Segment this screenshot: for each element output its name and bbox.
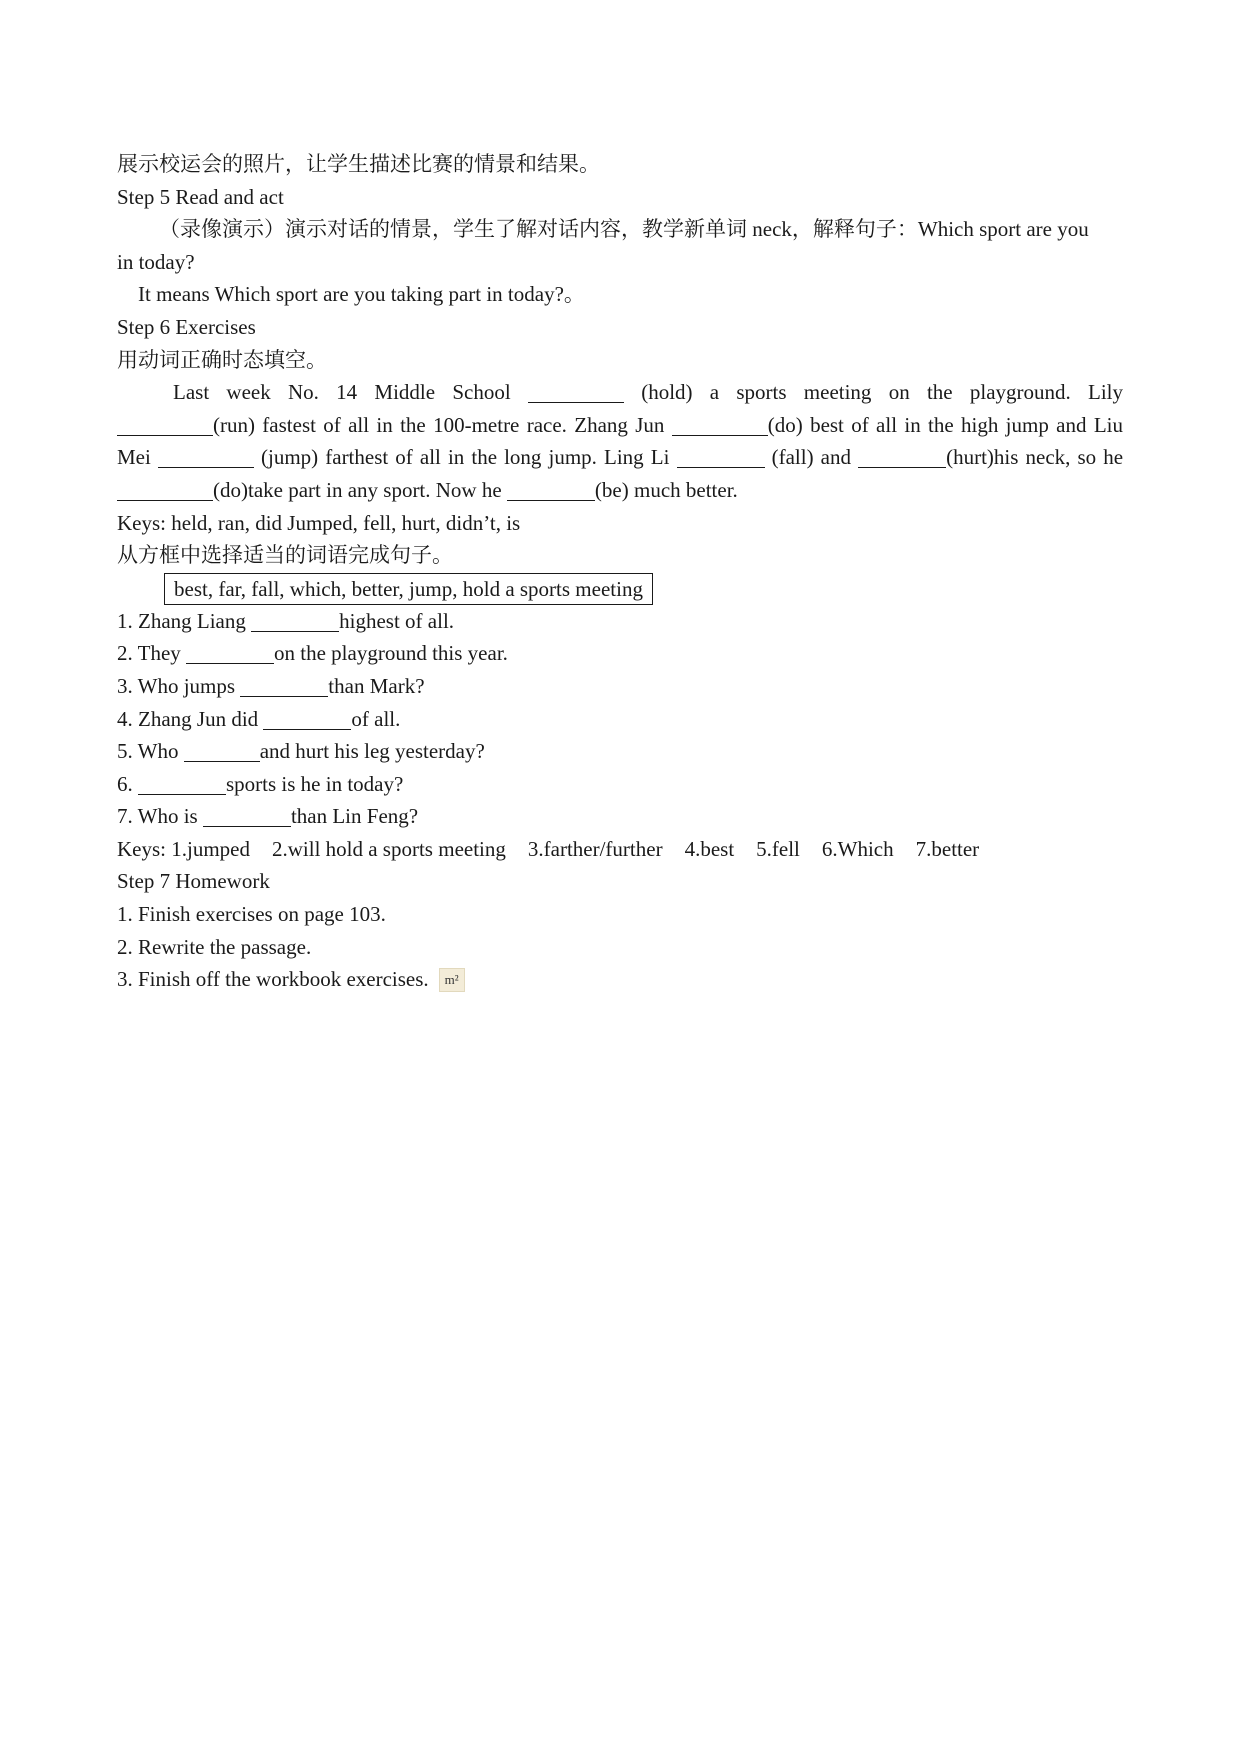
document-page <box>117 148 1123 996</box>
answer-blank[interactable] <box>117 479 213 501</box>
answer-blank[interactable] <box>117 414 213 436</box>
answer-blank[interactable] <box>677 446 765 468</box>
exercise1-passage: Last week No. 14 Middle School (hold) a sports meeting on the playground. Lily (run) fastest of all in the 100-metre race. Zhang Jun (do) best of all in the high jump and Liu Mei (jump) farthest of all in the long jump. Ling Li (fall) and (hurt)his neck, so he (do)take part in any sport. Now he (be) much better. <box>117 380 1124 502</box>
answer-blank[interactable] <box>186 642 274 664</box>
step5-heading: Step 5 Read and act <box>117 184 284 209</box>
exercise1-instruction: 用动词正确时态填空。 <box>117 347 327 372</box>
answer-blank[interactable] <box>858 446 946 468</box>
sentence-item: 5. Who and hurt his leg yesterday? <box>117 739 485 764</box>
answer-blank[interactable] <box>528 381 624 403</box>
homework-item: 2. Rewrite the passage. <box>117 934 312 959</box>
answer-blank[interactable] <box>251 610 339 632</box>
sentence-item: 7. Who is than Lin Feng? <box>117 804 419 829</box>
step5-description: （录像演示）演示对话的情景，学生了解对话内容，教学新单词 neck，解释句子：Which sport are you <box>159 217 1089 242</box>
exercise1-keys: Keys: held, ran, did Jumped, fell, hurt, didn’t, is <box>117 510 521 535</box>
sentence-item: 2. They on the playground this year. <box>117 641 508 666</box>
step5-description-cont: in today? <box>117 249 195 274</box>
answer-blank[interactable] <box>203 805 291 827</box>
answer-blank[interactable] <box>240 675 328 697</box>
sentence-item: 1. Zhang Liang highest of all. <box>117 608 455 633</box>
step6-heading: Step 6 Exercises <box>117 314 256 339</box>
exercise2-sentences <box>117 605 1123 833</box>
word-box: best, far, fall, which, better, jump, hold a sports meeting <box>164 573 653 605</box>
answer-blank[interactable] <box>184 740 260 762</box>
step7-heading: Step 7 Homework <box>117 869 270 894</box>
answer-blank[interactable] <box>672 414 768 436</box>
sentence-item: 6. sports is he in today? <box>117 771 404 796</box>
intro-text: 展示校运会的照片，让学生描述比赛的情景和结果。 <box>117 152 600 176</box>
exercise2-keys: Keys: 1.jumped 2.will hold a sports meeting 3.farther/further 4.best 5.fell 6.Which 7.better <box>117 836 980 861</box>
step5-means: It means Which sport are you taking part in today?。 <box>138 282 585 307</box>
homework-item: 3. Finish off the workbook exercises. m² <box>117 963 1123 996</box>
sentence-item: 3. Who jumps than Mark? <box>117 673 425 698</box>
homework-item: 1. Finish exercises on page 103. <box>117 902 386 927</box>
exercise2-instruction: 从方框中选择适当的词语完成句子。 <box>117 543 453 568</box>
answer-blank[interactable] <box>507 479 595 501</box>
answer-blank[interactable] <box>263 708 351 730</box>
sentence-item: 4. Zhang Jun did of all. <box>117 706 401 731</box>
square-meter-icon: m² <box>439 968 465 992</box>
answer-blank[interactable] <box>138 773 226 795</box>
answer-blank[interactable] <box>158 446 254 468</box>
